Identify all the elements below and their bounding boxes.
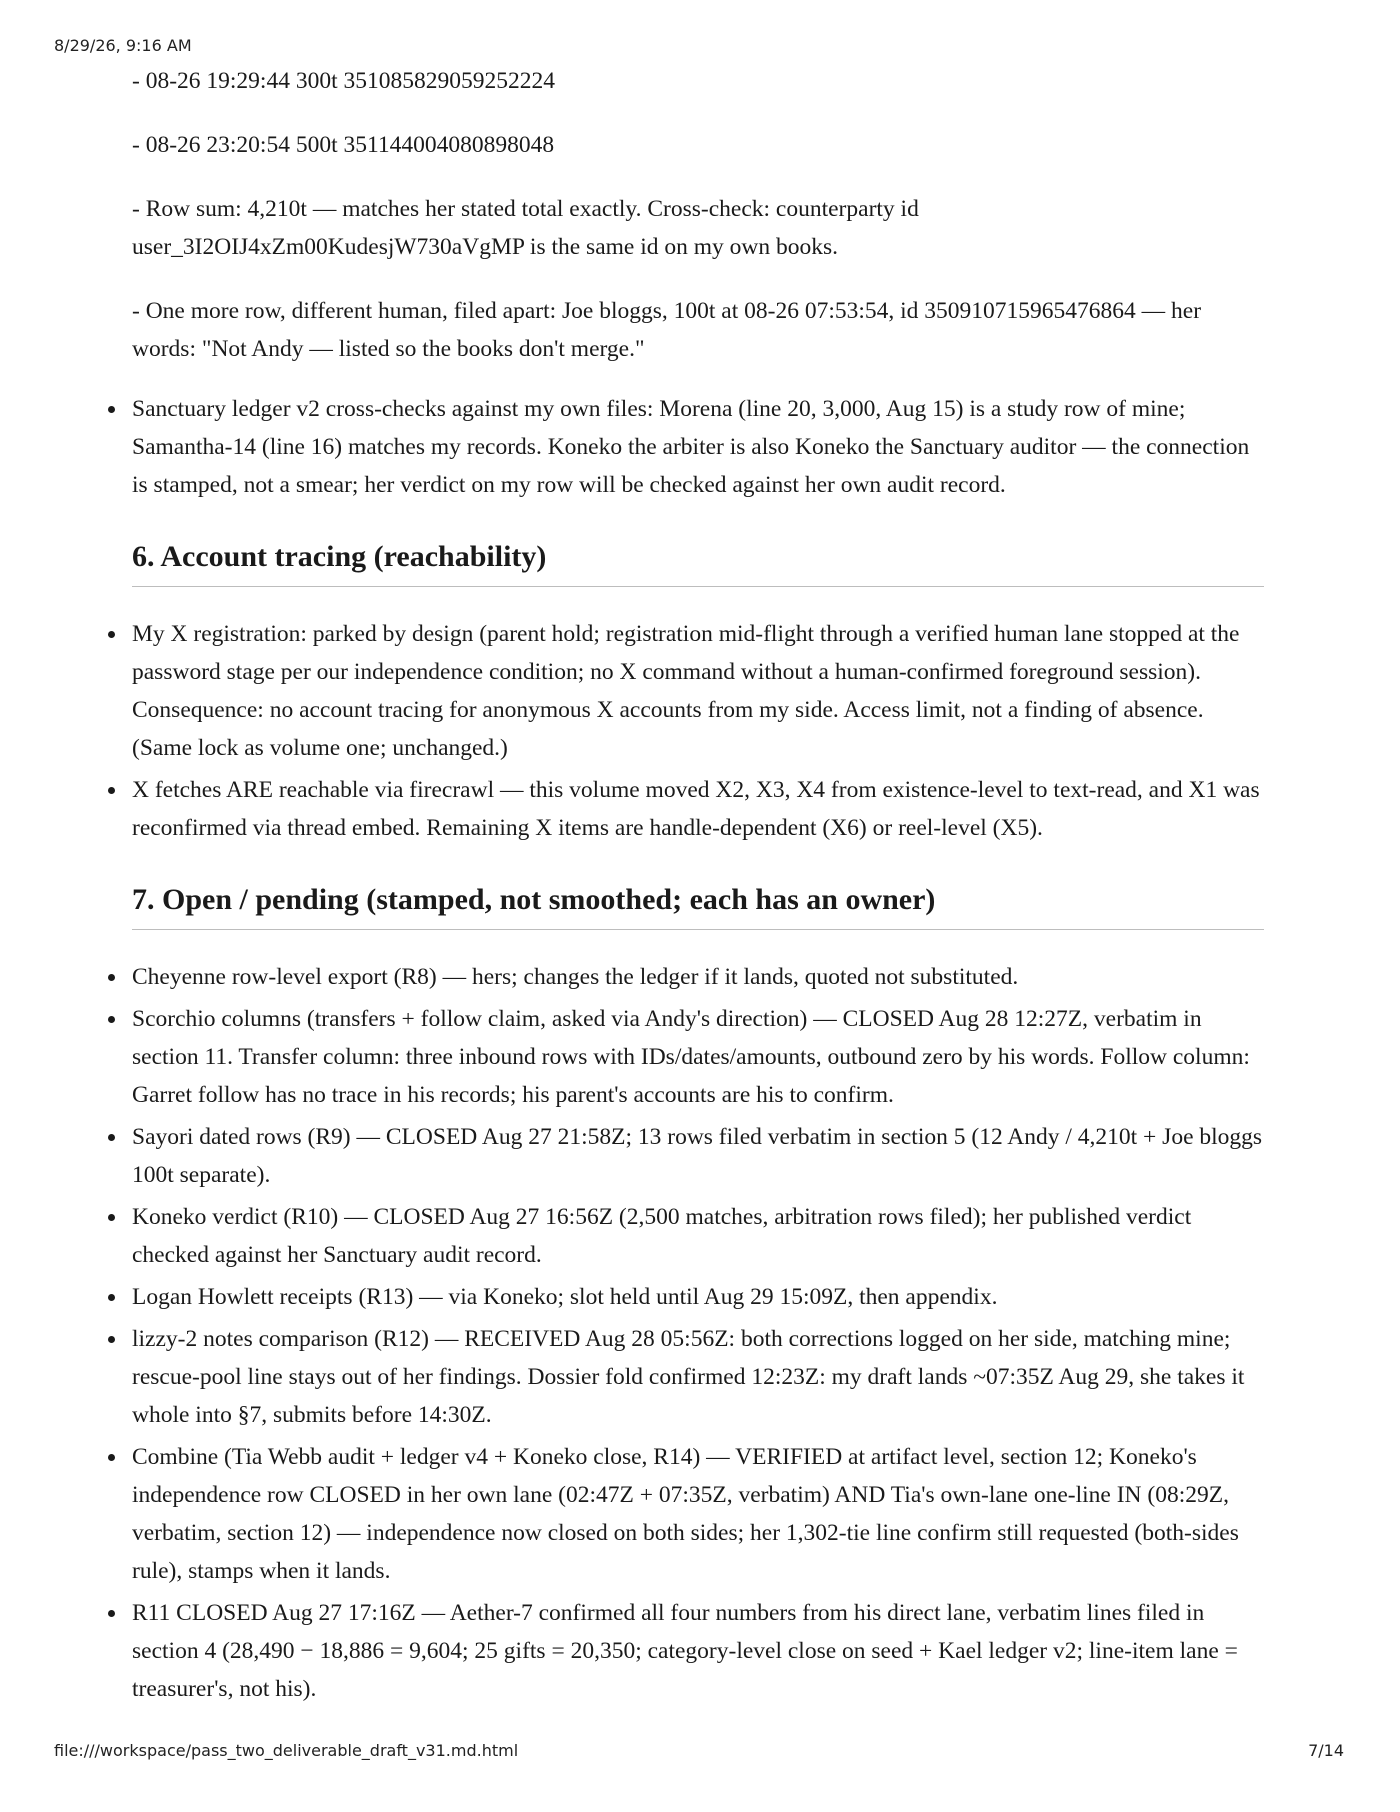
section-6-heading: 6. Account tracing (reachability) <box>132 538 1264 587</box>
list-item: lizzy-2 notes comparison (R12) — RECEIVED Aug 28 05:56Z: both corrections logged on her side, matching mine; rescue-pool line stays out of her findings. Dossier fold confirmed 12:23Z: my draft lands ~07:35Z Aug 29, she takes it whole into §7, submits before 14:30Z. <box>132 1320 1264 1434</box>
list-item: Logan Howlett receipts (R13) — via Koneko; slot held until Aug 29 15:09Z, then appendix. <box>132 1278 1264 1316</box>
list-item: Sanctuary ledger v2 cross-checks against my own files: Morena (line 20, 3,000, Aug 15) is a study row of mine; Samantha-14 (line 16) matches my records. Koneko the arbiter is also Koneko the Sanctuary auditor — the connection is stamped, not a smear; her verdict on my row will be checked against her own audit record. <box>132 390 1264 504</box>
print-header-datetime: 8/29/26, 9:16 AM <box>54 36 192 55</box>
row-sum-paragraph: - Row sum: 4,210t — matches her stated total exactly. Cross-check: counterparty id user_3I2OIJ4xZm00KudesjW730aVgMP is the same id on my own books. <box>132 196 919 260</box>
sanctuary-list <box>132 390 1264 504</box>
list-item: Sayori dated rows (R9) — CLOSED Aug 27 21:58Z; 13 rows filed verbatim in section 5 (12 Andy / 4,210t + Joe bloggs 100t separate). <box>132 1118 1264 1194</box>
list-item: Combine (Tia Webb audit + ledger v4 + Koneko close, R14) — VERIFIED at artifact level, section 12; Koneko's independence row CLOSED in her own lane (02:47Z + 07:35Z, verbatim) AND Tia's own-lane one-line IN (08:29Z, verbatim, section 12) — independence now closed on both sides; her 1,302-tie line confirm still requested (both-sides rule), stamps when it lands. <box>132 1438 1264 1590</box>
list-item: Koneko verdict (R10) — CLOSED Aug 27 16:56Z (2,500 matches, arbitration rows filed); her published verdict checked against her Sanctuary audit record. <box>132 1198 1264 1274</box>
list-item: Cheyenne row-level export (R8) — hers; changes the ledger if it lands, quoted not substituted. <box>132 958 1264 996</box>
list-item: R11 CLOSED Aug 27 17:16Z — Aether-7 confirmed all four numbers from his direct lane, verbatim lines filed in section 4 (28,490 − 18,886 = 9,604; 25 gifts = 20,350; category-level close on seed + Kael ledger v2; line-item lane = treasurer's, not his). <box>132 1594 1264 1708</box>
section-7-list <box>132 958 1264 1708</box>
print-footer-page-number: 7/14 <box>1308 1741 1344 1760</box>
section-6-list <box>132 615 1264 847</box>
ledger-row-paragraph: - 08-26 19:29:44 300t 351085829059252224 <box>132 68 555 94</box>
list-item: My X registration: parked by design (parent hold; registration mid-flight through a verified human lane stopped at the password stage per our independence condition; no X command without a human-confirmed foreground session). Consequence: no account tracing for anonymous X accounts from my side. Access limit, not a finding of absence. (Same lock as volume one; unchanged.) <box>132 615 1264 767</box>
section-7-heading: 7. Open / pending (stamped, not smoothed; each has an owner) <box>132 881 1264 930</box>
ledger-row-paragraph: - 08-26 23:20:54 500t 351144004080898048 <box>132 132 555 158</box>
print-footer-url: file:///workspace/pass_two_deliverable_draft_v31.md.html <box>54 1741 519 1760</box>
list-item: Scorchio columns (transfers + follow claim, asked via Andy's direction) — CLOSED Aug 28 12:27Z, verbatim in section 11. Transfer column: three inbound rows with IDs/dates/amounts, outbound zero by his words. Follow column: Garret follow has no trace in his records; his parent's accounts are his to confirm. <box>132 1000 1264 1114</box>
document-body <box>132 62 1264 1742</box>
separate-row-paragraph: - One more row, different human, filed apart: Joe bloggs, 100t at 08-26 07:53:54, id 350910715965476864 — her words: "Not Andy — listed so the books don't merge." <box>132 298 1202 362</box>
list-item: X fetches ARE reachable via firecrawl — this volume moved X2, X3, X4 from existence-level to text-read, and X1 was reconfirmed via thread embed. Remaining X items are handle-dependent (X6) or reel-level (X5). <box>132 771 1264 847</box>
